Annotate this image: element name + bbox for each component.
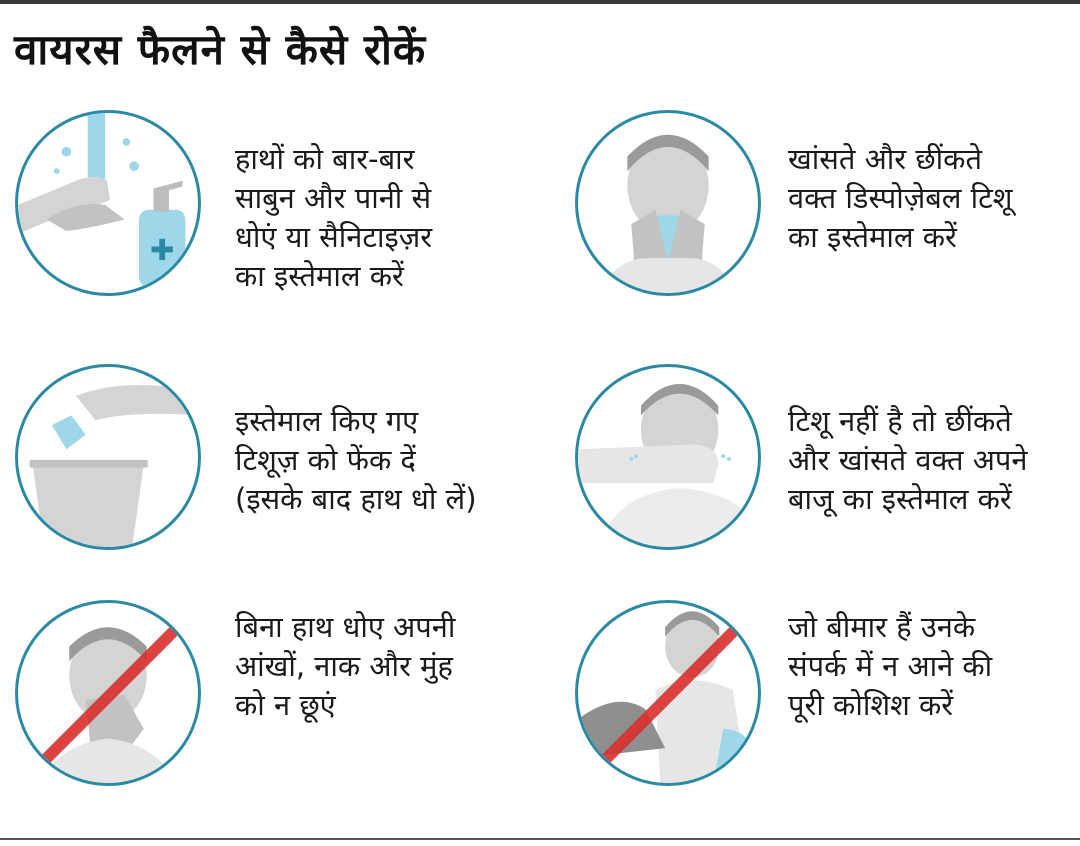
trash-bin-icon [15,364,201,550]
handwash-icon [15,110,201,296]
tip-text-no-face-touch: बिना हाथ धोए अपनी आंखों, नाक और मुंह को न छूएं [235,610,456,722]
tip-text-avoid-sick-contact: जो बीमार हैं उनके संपर्क में न आने की पूरी कोशिश करें [788,610,993,722]
top-border [0,0,1080,4]
no-face-touch-icon [15,600,201,786]
tissue-cover-icon [575,110,761,296]
elbow-sneeze-icon [575,364,761,550]
tip-text-tissue-cover: खांसते और छींकते वक्त डिस्पोज़ेबल टिशू का इस्तेमाल करें [788,142,1013,254]
bottom-border [0,838,1080,840]
tip-text-trash-bin: इस्तेमाल किए गए टिशूज़ को फेंक दें (इसके बाद हाथ धो लें) [235,404,477,516]
page-title: वायरस फैलने से कैसे रोकें [14,25,427,74]
tip-text-elbow-sneeze: टिशू नहीं है तो छींकते और खांसते वक्त अपने बाजू का इस्तेमाल करें [788,404,1028,516]
avoid-sick-contact-icon [575,600,761,786]
tip-text-handwash: हाथों को बार-बार साबुन और पानी से धोएं या सैनिटाइज़र का इस्तेमाल करें [235,142,433,293]
